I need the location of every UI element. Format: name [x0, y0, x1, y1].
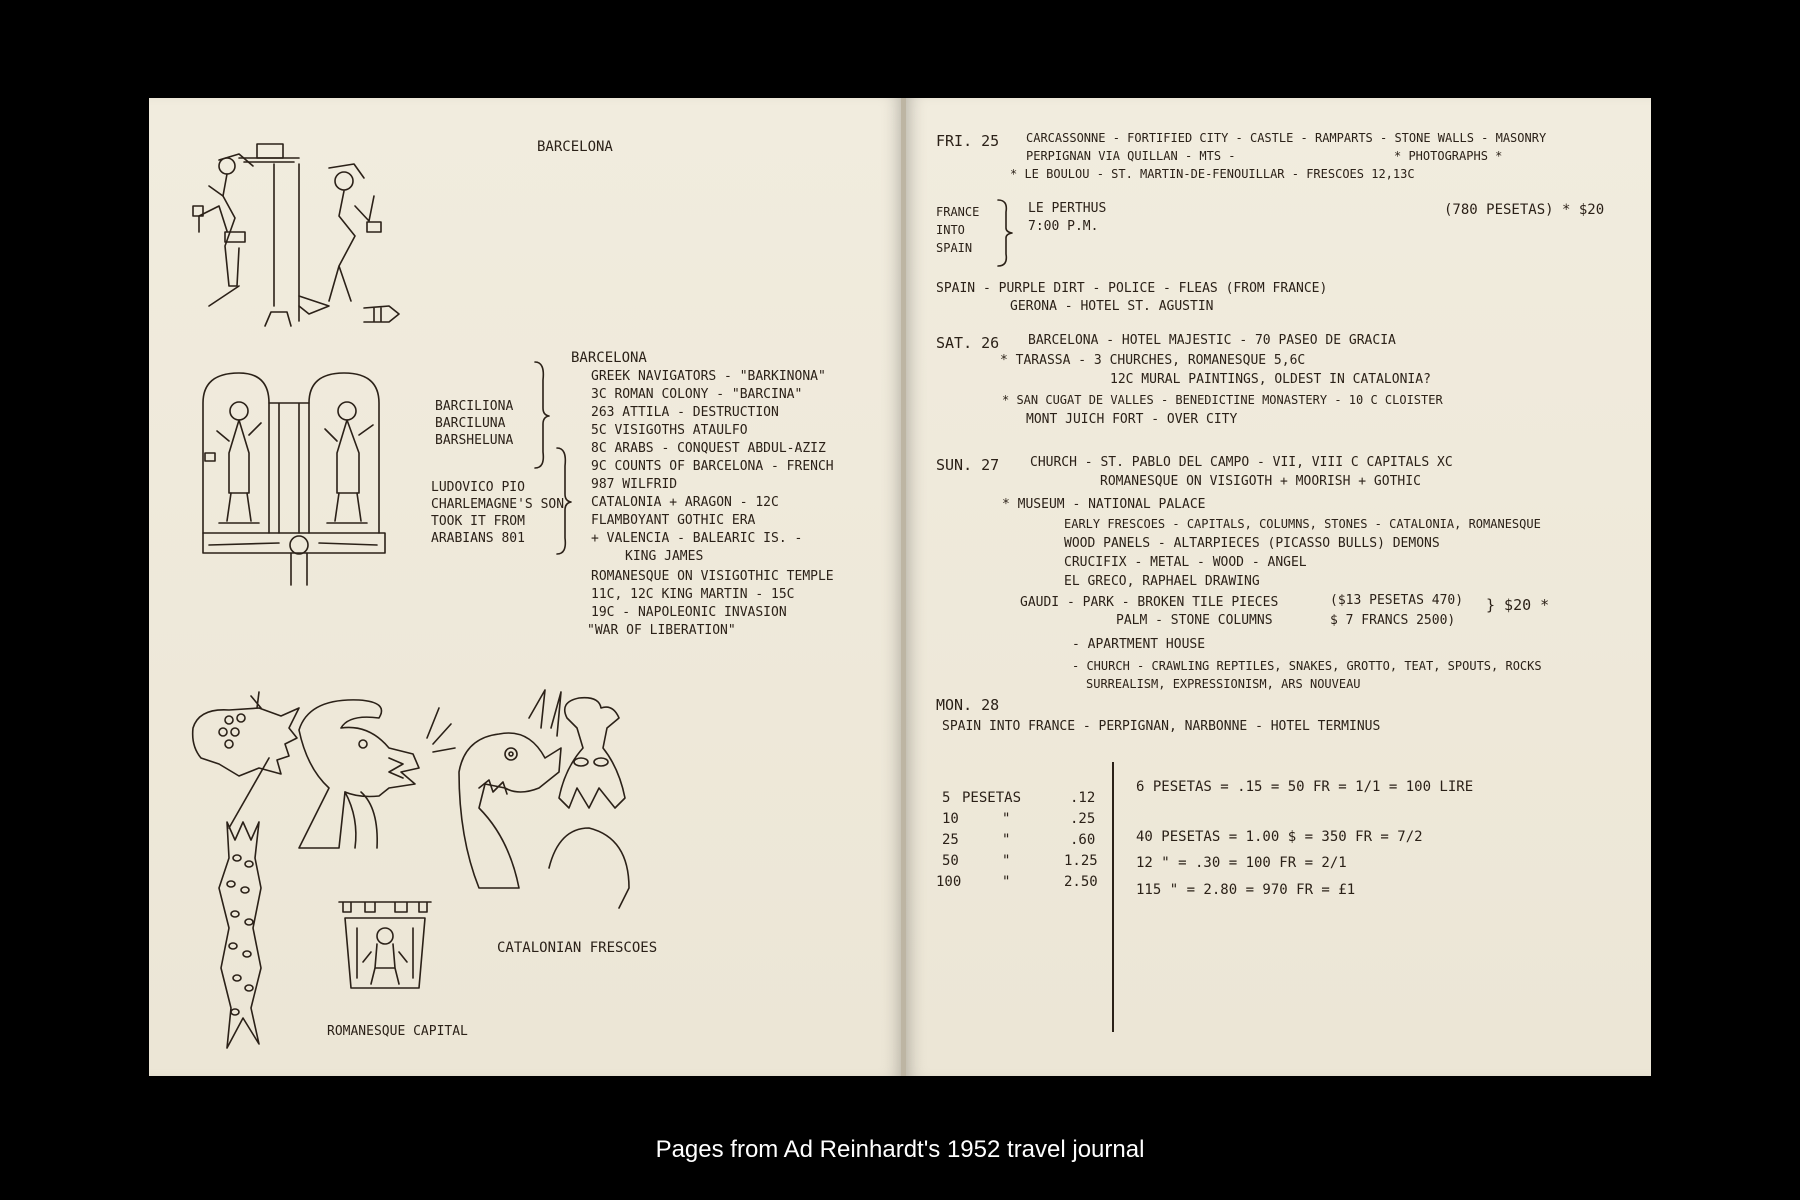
history-line: FLAMBOYANT GOTHIC ERA — [591, 513, 756, 528]
name-variant: BARCILUNA — [435, 416, 506, 431]
entry-line: CRUCIFIX - METAL - WOOD - ANGEL — [1064, 555, 1307, 570]
ludovico-note-line: LUDOVICO PIO — [431, 480, 525, 495]
entry-line: ROMANESQUE ON VISIGOTH + MOORISH + GOTHIC — [1100, 474, 1421, 489]
name-variant: BARSHELUNA — [435, 433, 514, 448]
history-line: CATALONIA + ARAGON - 12C — [591, 495, 779, 510]
table-divider — [1112, 762, 1114, 1032]
bracket-label: INTO — [936, 223, 965, 237]
entry-date: MON. 28 — [936, 696, 1000, 714]
entry-line: * TARASSA - 3 CHURCHES, ROMANESQUE 5,6C — [1000, 353, 1306, 368]
entry-line: EARLY FRESCOES - CAPITALS, COLUMNS, STONES - CATALONIA, ROMANESQUE — [1064, 517, 1541, 531]
entry-line: GERONA - HOTEL ST. AGUSTIN — [1010, 299, 1214, 314]
bracket-france-spain — [994, 198, 1014, 268]
conv-usd: 1.25 — [1064, 853, 1098, 869]
ludovico-note-line: CHARLEMAGNE'S SON — [431, 497, 565, 512]
entry-line: CARCASSONNE - FORTIFIED CITY - CASTLE - RAMPARTS - STONE WALLS - MASONRY — [1026, 131, 1547, 145]
exchange-line: 40 PESETAS = 1.00 $ = 350 FR = 7/2 — [1136, 829, 1423, 845]
history-line: 3C ROMAN COLONY - "BARCINA" — [591, 387, 803, 402]
right-page — [906, 98, 1651, 1076]
history-line: 263 ATTILA - DESTRUCTION — [591, 405, 779, 420]
stacked-faces-sketch — [207, 818, 277, 1058]
history-line: 9C COUNTS OF BARCELONA - FRENCH — [591, 459, 834, 474]
entry-note: } $20 * — [1486, 596, 1550, 614]
bracket-left — [531, 360, 551, 470]
conv-amount: 100 — [936, 874, 962, 890]
conv-usd: 2.50 — [1064, 874, 1098, 890]
conv-amount: 50 — [942, 853, 959, 869]
conv-usd: .60 — [1070, 832, 1096, 848]
fresco-sketch-middle — [199, 363, 399, 593]
conv-unit: " — [1002, 811, 1011, 827]
entry-line: * MUSEUM - NATIONAL PALACE — [1002, 497, 1206, 512]
label-romanesque-capital: ROMANESQUE CAPITAL — [327, 1024, 468, 1039]
entry-line: SPAIN - PURPLE DIRT - POLICE - FLEAS (FROM FRANCE) — [936, 281, 1328, 296]
entry-line: * SAN CUGAT DE VALLES - BENEDICTINE MONASTERY - 10 C CLOISTER — [1002, 393, 1443, 407]
history-line: ROMANESQUE ON VISIGOTHIC TEMPLE — [591, 569, 834, 584]
journal-spread — [149, 98, 1651, 1076]
entry-line: PALM - STONE COLUMNS — [1116, 613, 1273, 628]
label-catalonian-frescoes: CATALONIAN FRESCOES — [497, 940, 658, 956]
ludovico-note-line: ARABIANS 801 — [431, 531, 525, 546]
image-caption: Pages from Ad Reinhardt's 1952 travel journal — [655, 1136, 1145, 1163]
entry-line: - CHURCH - CRAWLING REPTILES, SNAKES, GROTTO, TEAT, SPOUTS, ROCKS — [1072, 659, 1542, 673]
entry-line: 7:00 P.M. — [1028, 219, 1099, 234]
cost-line: ($13 PESETAS 470) — [1330, 593, 1464, 608]
entry-line: GAUDI - PARK - BROKEN TILE PIECES — [1020, 595, 1279, 610]
entry-line: BARCELONA - HOTEL MAJESTIC - 70 PASEO DE GRACIA — [1028, 333, 1396, 348]
conv-amount: 25 — [942, 832, 959, 848]
history-line: GREEK NAVIGATORS - "BARKINONA" — [591, 369, 826, 384]
entry-line: EL GRECO, RAPHAEL DRAWING — [1064, 574, 1260, 589]
entry-line: SURREALISM, EXPRESSIONISM, ARS NOUVEAU — [1086, 677, 1361, 691]
exchange-line: 12 " = .30 = 100 FR = 2/1 — [1136, 855, 1347, 871]
exchange-line: 115 " = 2.80 = 970 FR = £1 — [1136, 882, 1356, 898]
conv-unit: " — [1002, 853, 1011, 869]
bracket-label: FRANCE — [936, 205, 980, 219]
conv-usd: .12 — [1070, 790, 1096, 806]
entry-line: PERPIGNAN VIA QUILLAN - MTS - — [1026, 149, 1236, 163]
conv-amount: 5 — [942, 790, 951, 806]
conv-unit: " — [1002, 832, 1011, 848]
entry-line: 12C MURAL PAINTINGS, OLDEST IN CATALONIA? — [1110, 372, 1431, 387]
entry-note: * PHOTOGRAPHS * — [1394, 149, 1503, 163]
bracket-label: SPAIN — [936, 241, 973, 255]
entry-line: WOOD PANELS - ALTARPIECES (PICASSO BULLS) DEMONS — [1064, 536, 1440, 551]
bracket-right — [553, 446, 573, 556]
name-variant: BARCILIONA — [435, 399, 514, 414]
entry-line: LE PERTHUS — [1028, 201, 1107, 216]
history-line: KING JAMES — [625, 549, 704, 564]
history-line: 987 WILFRID — [591, 477, 678, 492]
history-line: + VALENCIA - BALEARIC IS. - — [591, 531, 803, 546]
left-heading: BARCELONA — [537, 139, 613, 155]
entry-line: MONT JUICH FORT - OVER CITY — [1026, 412, 1238, 427]
entry-line: CHURCH - ST. PABLO DEL CAMPO - VII, VIII C CAPITALS XC — [1030, 455, 1453, 470]
entry-line: - APARTMENT HOUSE — [1072, 637, 1206, 652]
ludovico-note-line: TOOK IT FROM — [431, 514, 525, 529]
conv-unit: " — [1002, 874, 1011, 890]
history-line: 19C - NAPOLEONIC INVASION — [591, 605, 787, 620]
left-page — [149, 98, 902, 1076]
history-line: 11C, 12C KING MARTIN - 15C — [591, 587, 795, 602]
conv-amount: 10 — [942, 811, 959, 827]
entry-date: FRI. 25 — [936, 132, 1000, 150]
entry-line: SPAIN INTO FRANCE - PERPIGNAN, NARBONNE - HOTEL TERMINUS — [942, 719, 1381, 734]
history-line: "WAR OF LIBERATION" — [587, 623, 736, 638]
fresco-sketch-top — [179, 136, 409, 336]
romanesque-capital-sketch — [335, 898, 435, 1008]
history-title: BARCELONA — [571, 350, 647, 366]
entry-date: SAT. 26 — [936, 334, 1000, 352]
conv-usd: .25 — [1070, 811, 1096, 827]
exchange-line: 6 PESETAS = .15 = 50 FR = 1/1 = 100 LIRE — [1136, 779, 1474, 795]
entry-note: (780 PESETAS) * $20 — [1444, 202, 1605, 218]
history-line: 8C ARABS - CONQUEST ABDUL-AZIZ — [591, 441, 826, 456]
entry-date: SUN. 27 — [936, 456, 1000, 474]
cost-line: $ 7 FRANCS 2500) — [1330, 613, 1456, 628]
history-line: 5C VISIGOTHS ATAULFO — [591, 423, 748, 438]
conv-unit: PESETAS — [962, 790, 1022, 806]
entry-line: * LE BOULOU - ST. MARTIN-DE-FENOUILLAR - FRESCOES 12,13C — [1010, 167, 1415, 181]
